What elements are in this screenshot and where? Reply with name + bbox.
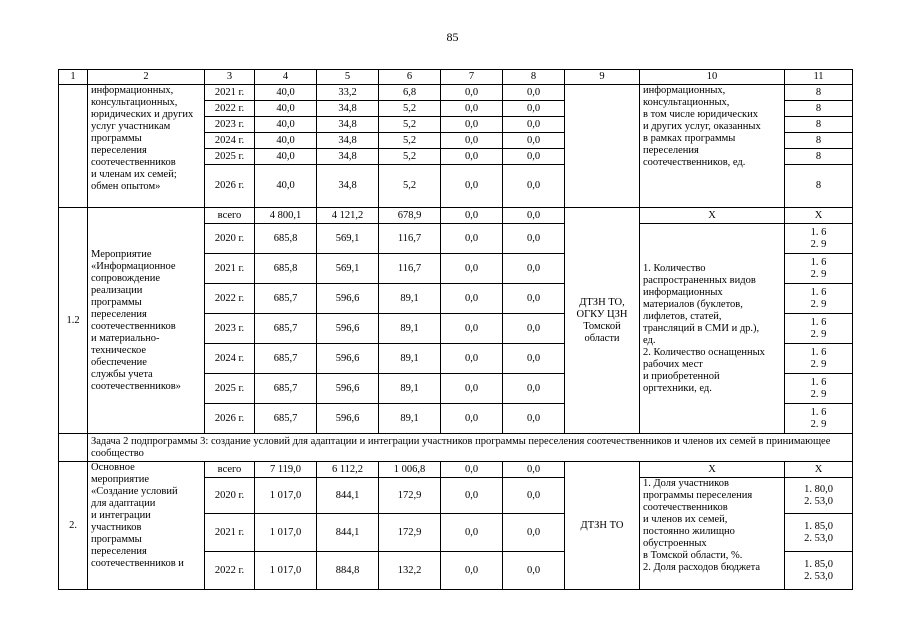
federal-cell: 6 112,2 [317, 462, 379, 478]
col-header: 4 [255, 70, 317, 85]
total-cell: 685,7 [255, 284, 317, 314]
local-cell: 0,0 [441, 224, 503, 254]
indicator-cell: 1. Доля участников программы переселения соотечественников и членов их семей, постоянно жилищно обустроенных в Томской области, %. 2. Доля расходов бюджета [640, 478, 785, 590]
indicator-value: 1. 6 2. 9 [785, 404, 853, 434]
regional-cell: 6,8 [379, 85, 441, 101]
local-cell: 0,0 [441, 101, 503, 117]
other-cell: 0,0 [503, 133, 565, 149]
total-cell: 40,0 [255, 149, 317, 165]
other-cell: 0,0 [503, 254, 565, 284]
local-cell: 0,0 [441, 374, 503, 404]
executor-cell: ДТЗН ТО [565, 462, 640, 590]
other-cell: 0,0 [503, 374, 565, 404]
total-cell: 1 017,0 [255, 478, 317, 514]
executor-cell [565, 85, 640, 208]
other-cell: 0,0 [503, 101, 565, 117]
year-cell: 2025 г. [205, 149, 255, 165]
regional-cell: 678,9 [379, 208, 441, 224]
regional-cell: 89,1 [379, 404, 441, 434]
year-cell: 2026 г. [205, 404, 255, 434]
federal-cell: 596,6 [317, 314, 379, 344]
col-header: 10 [640, 70, 785, 85]
regional-cell: 89,1 [379, 374, 441, 404]
local-cell: 0,0 [441, 514, 503, 552]
col-header: 3 [205, 70, 255, 85]
year-cell: всего [205, 462, 255, 478]
task-text: Задача 2 подпрограммы 3: создание условий для адаптации и интеграции участников программы переселения соотечественников и членов их семей в принимающее сообщество [88, 434, 853, 462]
local-cell: 0,0 [441, 462, 503, 478]
year-cell: 2025 г. [205, 374, 255, 404]
total-cell: 1 017,0 [255, 514, 317, 552]
indicator-value: 1. 6 2. 9 [785, 374, 853, 404]
total-cell: 685,7 [255, 314, 317, 344]
total-cell: 40,0 [255, 165, 317, 208]
other-cell: 0,0 [503, 462, 565, 478]
federal-cell: 34,8 [317, 117, 379, 133]
activity-name: Мероприятие «Информационное сопровождение реализации программы переселения соотечественников и материально- техническое обеспечение службы учета соотечественников» [88, 208, 205, 434]
federal-cell: 34,8 [317, 149, 379, 165]
local-cell: 0,0 [441, 404, 503, 434]
other-cell: 0,0 [503, 149, 565, 165]
federal-cell: 4 121,2 [317, 208, 379, 224]
col-header: 9 [565, 70, 640, 85]
local-cell: 0,0 [441, 344, 503, 374]
indicator-value: 1. 6 2. 9 [785, 284, 853, 314]
year-cell: 2020 г. [205, 478, 255, 514]
row-number: 1.2 [59, 208, 88, 434]
local-cell: 0,0 [441, 85, 503, 101]
regional-cell: 5,2 [379, 117, 441, 133]
col-header: 1 [59, 70, 88, 85]
local-cell: 0,0 [441, 117, 503, 133]
regional-cell: 5,2 [379, 133, 441, 149]
total-cell: 685,7 [255, 404, 317, 434]
federal-cell: 569,1 [317, 254, 379, 284]
total-cell: 4 800,1 [255, 208, 317, 224]
indicator-value: 1. 6 2. 9 [785, 224, 853, 254]
indicator-value: 1. 85,0 2. 53,0 [785, 552, 853, 590]
federal-cell: 596,6 [317, 344, 379, 374]
col-header: 7 [441, 70, 503, 85]
year-cell: 2023 г. [205, 117, 255, 133]
indicator-header: Х [640, 462, 785, 478]
year-cell: 2021 г. [205, 85, 255, 101]
other-cell: 0,0 [503, 478, 565, 514]
regional-cell: 132,2 [379, 552, 441, 590]
page-number: 85 [446, 30, 459, 44]
header-row [59, 70, 853, 85]
indicator-cell: 1. Количество распространенных видов информационных материалов (буклетов, лифлетов, статей, трансляций в СМИ и др.), ед. 2. Количество оснащенных рабочих мест и приобретенной оргтехники, ед. [640, 224, 785, 434]
federal-cell: 596,6 [317, 374, 379, 404]
indicator-value: 8 [785, 165, 853, 208]
year-cell: 2022 г. [205, 284, 255, 314]
local-cell: 0,0 [441, 478, 503, 514]
indicator-value: 1. 6 2. 9 [785, 254, 853, 284]
other-cell: 0,0 [503, 85, 565, 101]
other-cell: 0,0 [503, 404, 565, 434]
regional-cell: 89,1 [379, 284, 441, 314]
local-cell: 0,0 [441, 133, 503, 149]
year-cell: 2026 г. [205, 165, 255, 208]
regional-cell: 89,1 [379, 344, 441, 374]
other-cell: 0,0 [503, 117, 565, 133]
total-cell: 685,7 [255, 374, 317, 404]
year-cell: всего [205, 208, 255, 224]
other-cell: 0,0 [503, 514, 565, 552]
federal-cell: 844,1 [317, 478, 379, 514]
total-cell: 40,0 [255, 117, 317, 133]
year-cell: 2024 г. [205, 133, 255, 149]
total-cell: 685,8 [255, 254, 317, 284]
row-number [59, 85, 88, 208]
local-cell: 0,0 [441, 314, 503, 344]
other-cell: 0,0 [503, 208, 565, 224]
table-row [59, 462, 853, 478]
local-cell: 0,0 [441, 149, 503, 165]
table-row [59, 85, 853, 101]
federal-cell: 884,8 [317, 552, 379, 590]
federal-cell: 596,6 [317, 404, 379, 434]
indicator-value: 8 [785, 133, 853, 149]
federal-cell: 596,6 [317, 284, 379, 314]
year-cell: 2020 г. [205, 224, 255, 254]
indicator-value: 8 [785, 117, 853, 133]
regional-cell: 1 006,8 [379, 462, 441, 478]
federal-cell: 844,1 [317, 514, 379, 552]
other-cell: 0,0 [503, 284, 565, 314]
regional-cell: 5,2 [379, 149, 441, 165]
total-cell: 40,0 [255, 133, 317, 149]
regional-cell: 116,7 [379, 254, 441, 284]
other-cell: 0,0 [503, 165, 565, 208]
federal-cell: 34,8 [317, 133, 379, 149]
executor-cell: ДТЗН ТО, ОГКУ ЦЗН Томской области [565, 208, 640, 434]
col-header: 5 [317, 70, 379, 85]
federal-cell: 569,1 [317, 224, 379, 254]
task-row [59, 434, 853, 462]
indicator-value: 8 [785, 85, 853, 101]
regional-cell: 116,7 [379, 224, 441, 254]
regional-cell: 89,1 [379, 314, 441, 344]
other-cell: 0,0 [503, 552, 565, 590]
total-cell: 685,8 [255, 224, 317, 254]
local-cell: 0,0 [441, 284, 503, 314]
federal-cell: 34,8 [317, 101, 379, 117]
indicator-value: 1. 6 2. 9 [785, 314, 853, 344]
regional-cell: 5,2 [379, 101, 441, 117]
total-cell: 7 119,0 [255, 462, 317, 478]
federal-cell: 33,2 [317, 85, 379, 101]
total-cell: 1 017,0 [255, 552, 317, 590]
local-cell: 0,0 [441, 165, 503, 208]
indicator-value: 1. 85,0 2. 53,0 [785, 514, 853, 552]
program-table [58, 69, 853, 590]
col-header: 8 [503, 70, 565, 85]
col-header: 6 [379, 70, 441, 85]
regional-cell: 5,2 [379, 165, 441, 208]
activity-name: информационных, консультационных, юридических и других услуг участникам программы переселения соотечественников и членам их семей; обмен опытом» [88, 85, 205, 208]
local-cell: 0,0 [441, 208, 503, 224]
year-cell: 2021 г. [205, 254, 255, 284]
activity-name: Основное мероприятие «Создание условий для адаптации и интеграции участников программы переселения соотечественников и [88, 462, 205, 590]
year-cell: 2022 г. [205, 101, 255, 117]
regional-cell: 172,9 [379, 514, 441, 552]
indicator-value: Х [785, 462, 853, 478]
other-cell: 0,0 [503, 344, 565, 374]
indicator-value: 8 [785, 101, 853, 117]
indicator-header: Х [640, 208, 785, 224]
indicator-value: 1. 80,0 2. 53,0 [785, 478, 853, 514]
total-cell: 40,0 [255, 85, 317, 101]
other-cell: 0,0 [503, 224, 565, 254]
local-cell: 0,0 [441, 552, 503, 590]
indicator-value: 8 [785, 149, 853, 165]
regional-cell: 172,9 [379, 478, 441, 514]
col-header: 2 [88, 70, 205, 85]
year-cell: 2023 г. [205, 314, 255, 344]
total-cell: 40,0 [255, 101, 317, 117]
table-row [59, 208, 853, 224]
indicator-value: Х [785, 208, 853, 224]
year-cell: 2021 г. [205, 514, 255, 552]
col-header: 11 [785, 70, 853, 85]
year-cell: 2024 г. [205, 344, 255, 374]
year-cell: 2022 г. [205, 552, 255, 590]
federal-cell: 34,8 [317, 165, 379, 208]
other-cell: 0,0 [503, 314, 565, 344]
total-cell: 685,7 [255, 344, 317, 374]
indicator-cell: информационных, консультационных, в том числе юридических и других услуг, оказанных в рамках программы переселения соотечественников, ед. [640, 85, 785, 208]
row-number [59, 434, 88, 462]
indicator-value: 1. 6 2. 9 [785, 344, 853, 374]
local-cell: 0,0 [441, 254, 503, 284]
row-number: 2. [59, 462, 88, 590]
